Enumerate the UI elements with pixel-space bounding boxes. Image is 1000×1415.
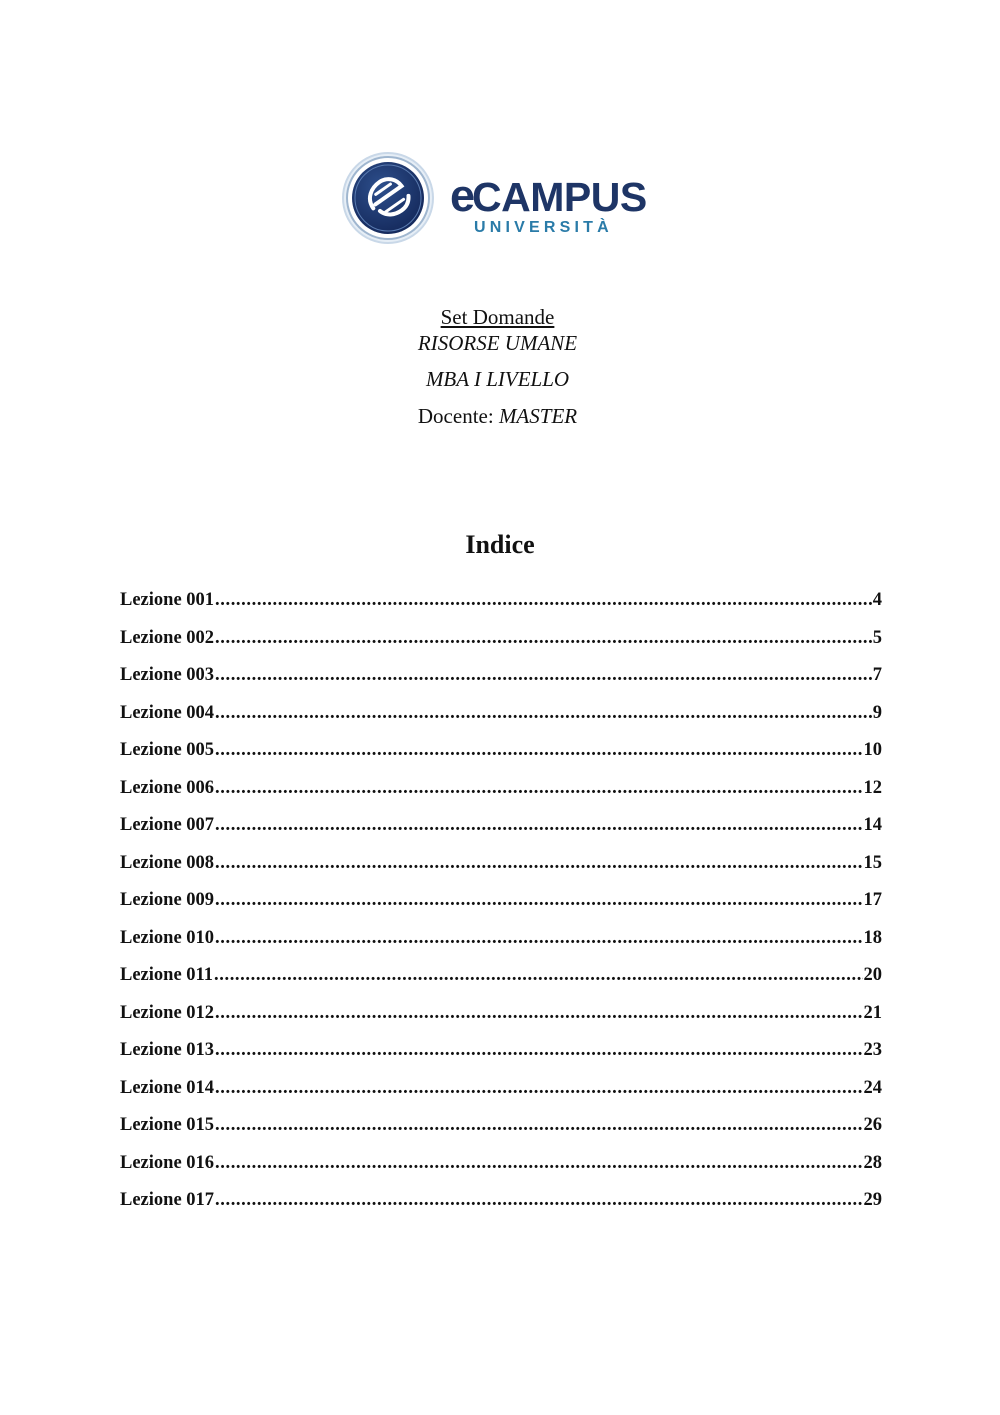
toc-entry[interactable] — [120, 1077, 882, 1115]
ecampus-wordmark — [450, 172, 670, 242]
toc-entry-page: 17 — [863, 890, 882, 910]
toc-entry-page: 28 — [863, 1152, 882, 1173]
toc-entry-label: Lezione 001 — [120, 590, 215, 610]
toc-entry-label: Lezione 002 — [120, 627, 215, 648]
toc-leader-dots — [215, 927, 862, 949]
toc-leader-dots — [215, 1039, 862, 1061]
toc-entry[interactable] — [120, 852, 882, 890]
toc-entry-label: Lezione 005 — [120, 740, 215, 760]
toc-entry-label: Lezione 017 — [120, 1190, 215, 1210]
program-title: MBA I LIVELLO — [425, 367, 570, 391]
toc-entry[interactable] — [120, 927, 882, 965]
toc-entry[interactable] — [120, 1002, 882, 1040]
teacher-label: Docente: — [417, 404, 494, 428]
toc-leader-dots — [215, 739, 862, 761]
toc-entry-label: Lezione 011 — [120, 965, 214, 985]
toc-leader-dots — [215, 627, 872, 649]
document-header — [0, 304, 995, 429]
toc-entry-page: 9 — [872, 702, 882, 723]
wordmark-e: e — [450, 170, 473, 221]
wordmark-campus: CAMPUS — [472, 174, 647, 220]
toc-entry-page: 5 — [872, 627, 882, 648]
toc-entry-label: Lezione 006 — [120, 777, 215, 798]
toc-leader-dots — [215, 852, 862, 874]
toc-entry[interactable] — [120, 1114, 882, 1152]
toc-entry-label: Lezione 009 — [120, 890, 215, 910]
toc-entry[interactable] — [120, 889, 882, 927]
toc-leader-dots — [215, 664, 872, 686]
toc-entry[interactable] — [120, 1152, 882, 1190]
teacher-name: MASTER — [498, 404, 578, 428]
toc-entry-label: Lezione 015 — [120, 1115, 215, 1135]
toc-entry-page: 20 — [863, 965, 882, 985]
toc-entry[interactable] — [120, 702, 882, 740]
toc-entry-label: Lezione 007 — [120, 815, 215, 835]
toc-entry-label: Lezione 016 — [120, 1152, 215, 1173]
toc-leader-dots — [215, 589, 872, 611]
toc-entry-label: Lezione 008 — [120, 852, 215, 873]
toc-entry-page: 23 — [863, 1040, 882, 1060]
toc-leader-dots — [215, 1189, 862, 1211]
toc-entry[interactable] — [120, 777, 882, 815]
toc-entry-page: 29 — [863, 1190, 882, 1210]
toc-leader-dots — [215, 814, 862, 836]
toc-entry-label: Lezione 012 — [120, 1002, 215, 1023]
toc-entry-page: 4 — [872, 590, 882, 610]
wordmark-subtitle: UNIVERSITÀ — [474, 219, 613, 236]
ecampus-seal-icon — [340, 150, 436, 246]
toc-entry-page: 7 — [872, 665, 882, 685]
toc-entry-page: 18 — [863, 927, 882, 948]
toc-leader-dots — [215, 702, 872, 724]
index-heading: Indice — [465, 530, 535, 559]
toc-entry-label: Lezione 003 — [120, 665, 215, 685]
toc-entry-label: Lezione 010 — [120, 927, 215, 948]
toc-leader-dots — [215, 1002, 862, 1024]
toc-entry-label: Lezione 013 — [120, 1040, 215, 1060]
toc-leader-dots — [215, 1114, 862, 1136]
toc-entry[interactable] — [120, 627, 882, 665]
teacher-line — [0, 403, 995, 429]
toc-entry-page: 12 — [863, 777, 882, 798]
toc-leader-dots — [215, 1077, 862, 1099]
toc-entry-page: 26 — [863, 1115, 882, 1135]
toc-entry[interactable] — [120, 739, 882, 777]
toc-entry[interactable] — [120, 814, 882, 852]
toc-entry-label: Lezione 004 — [120, 702, 215, 723]
toc-entry-label: Lezione 014 — [120, 1077, 215, 1098]
toc-entry[interactable] — [120, 1189, 882, 1227]
toc-entry-page: 14 — [863, 815, 882, 835]
toc-entry[interactable] — [120, 964, 882, 1002]
toc-leader-dots — [214, 964, 862, 986]
toc-entry[interactable] — [120, 589, 882, 627]
set-label: Set Domande — [440, 305, 555, 329]
toc-leader-dots — [215, 1152, 862, 1174]
toc-entry-page: 21 — [863, 1002, 882, 1023]
toc-entry-page: 15 — [863, 852, 882, 873]
toc-leader-dots — [215, 889, 862, 911]
toc-leader-dots — [215, 777, 862, 799]
toc-entry[interactable] — [120, 664, 882, 702]
table-of-contents — [120, 589, 882, 1227]
ecampus-logo — [340, 150, 670, 246]
toc-entry[interactable] — [120, 1039, 882, 1077]
wordmark-text — [450, 172, 647, 221]
toc-entry-page: 10 — [863, 740, 882, 760]
toc-entry-page: 24 — [863, 1077, 882, 1098]
course-title: RISORSE UMANE — [417, 331, 578, 355]
